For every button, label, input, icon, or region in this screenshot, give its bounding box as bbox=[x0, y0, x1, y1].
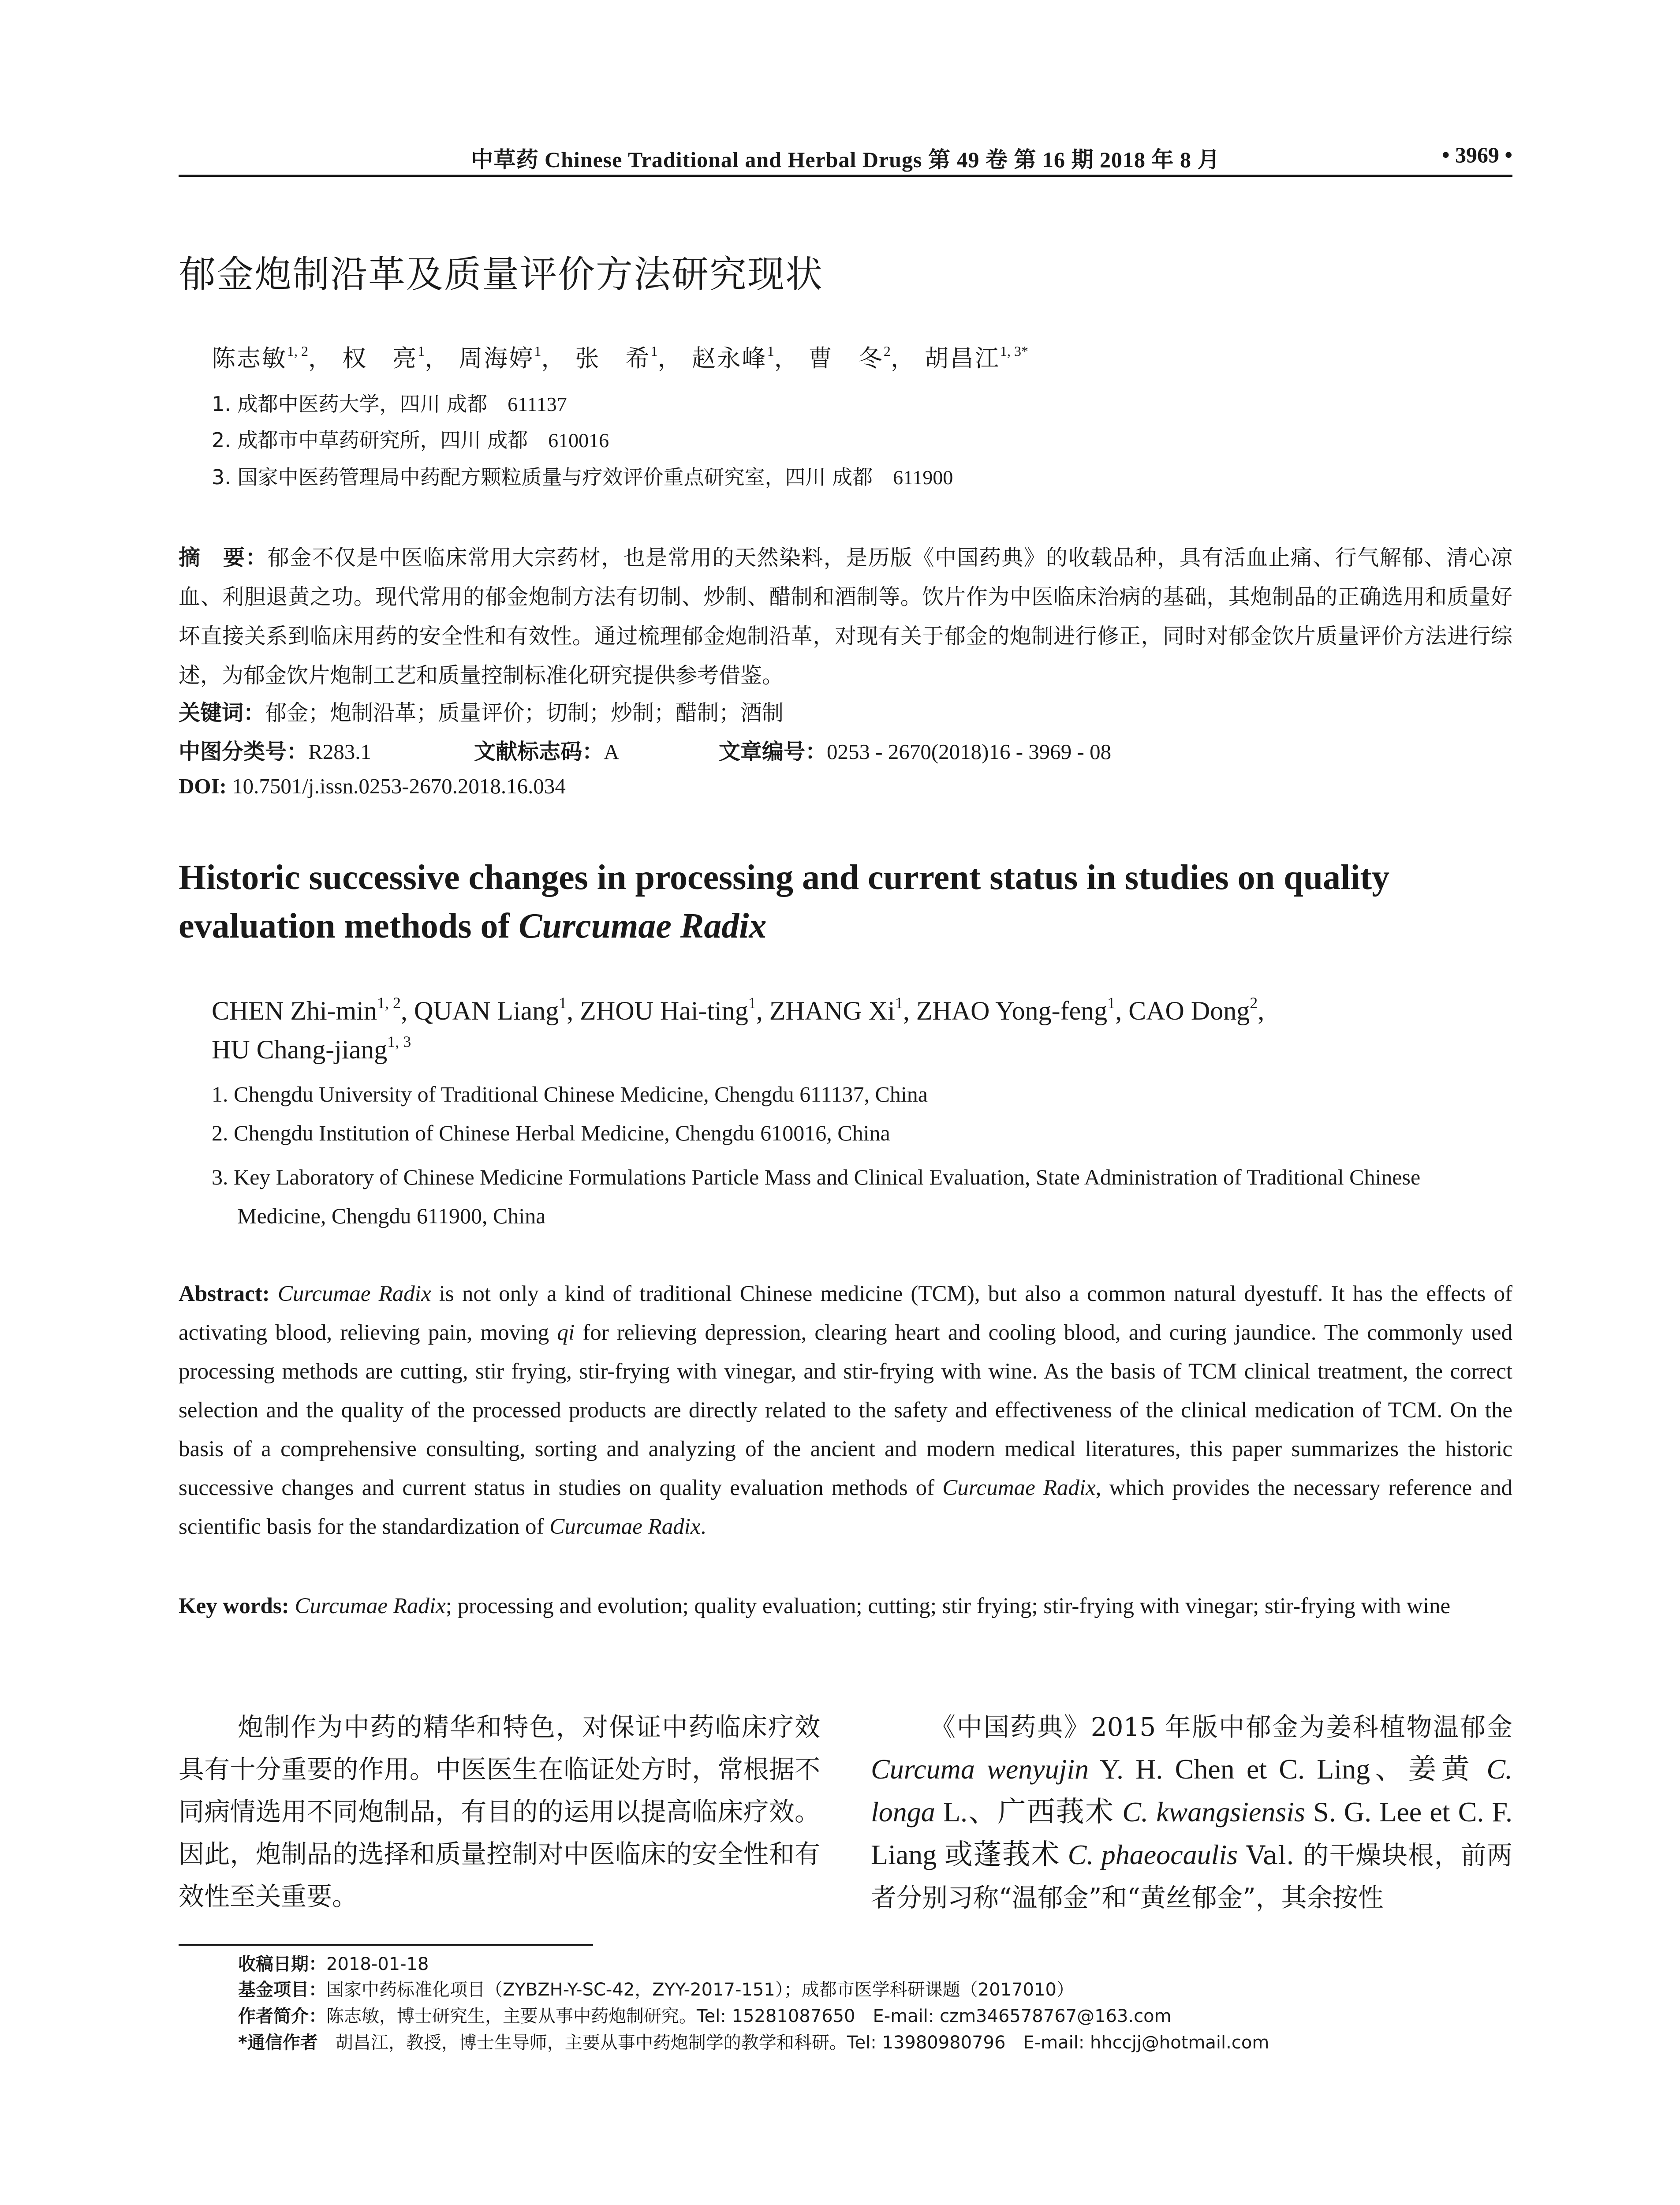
cn-author: 陈志敏 bbox=[212, 344, 287, 372]
italic-term: qi bbox=[557, 1320, 575, 1345]
en-author: CHEN Zhi-min bbox=[212, 996, 377, 1025]
cn-author-list: 陈志敏$^{1, 2}$， 权 亮$^1$， 周海婷$^1$， 张 希$^1$， 赵永峰$^1$， 曹 冬$^2$， 胡昌江$^{1, 3*}$ bbox=[212, 343, 1029, 372]
body-text: S. G. Lee et C. F. Liang 或蓬莪术 bbox=[871, 1796, 1513, 1870]
en-affiliation: 2. Chengdu Institution of Chinese Herbal Medicine, Chengdu 610016, China bbox=[212, 1121, 890, 1145]
doc-code-value: A bbox=[604, 740, 620, 764]
en-title bbox=[179, 853, 1512, 950]
en-keywords bbox=[179, 1587, 1512, 1626]
cn-author-affil: 1 bbox=[418, 343, 425, 359]
en-keywords-label: Key words: bbox=[179, 1594, 289, 1618]
latin-name: Curcumae Radix bbox=[277, 1282, 431, 1306]
footnote-label: *通信作者 bbox=[238, 2033, 336, 2053]
doi-value: 10.7501/j.issn.0253-2670.2018.16.034 bbox=[232, 774, 566, 798]
body-text: Y. H. Chen et C. Ling、姜黄 bbox=[1089, 1753, 1487, 1785]
cn-author: 权 亮 bbox=[342, 344, 418, 372]
body-text: L.、广西莪术 bbox=[935, 1796, 1123, 1828]
footnote-text: 国家中药标准化项目（ZYBZH-Y-SC-42，ZYY-2017-151）；成都市医学科研课题（2017010） bbox=[326, 1980, 1074, 2000]
cn-keywords-text: 郁金；炮制沿革；质量评价；切制；炒制；醋制；酒制 bbox=[265, 700, 784, 725]
article-number bbox=[719, 735, 1111, 766]
en-author: ZHAO Yong-feng bbox=[916, 996, 1108, 1025]
doc-code bbox=[474, 735, 619, 766]
body-column-right bbox=[871, 1706, 1512, 1919]
cn-author: 张 希 bbox=[575, 344, 651, 372]
en-author: QUAN Liang bbox=[414, 996, 559, 1025]
abstract-text: for relieving depression, clearing heart and cooling blood, and curing jaundice. The commonly used processing methods are cutting, stir frying, stir-frying with vinegar, and stir-frying with wine. As the basis of TCM clinical treatment, the correct selection and the quality of the processed products are directly related to the safety and effectiveness of the clinical medication of TCM. On the basis of a comprehensive consulting, sorting and analyzing of the ancient and modern medical literatures, this paper summarizes the historic successive changes and current status in studies on quality evaluation methods of bbox=[179, 1320, 1512, 1500]
postal-code: 611137 bbox=[508, 393, 567, 415]
cn-affiliation-text: 2. 成都市中草药研究所，四川 成都 bbox=[212, 428, 528, 452]
postal-code: 611900 bbox=[893, 466, 953, 489]
cn-author-affil: 1 bbox=[534, 343, 541, 359]
cn-author: 周海婷 bbox=[459, 344, 534, 372]
en-author: ZHANG Xi bbox=[769, 996, 895, 1025]
en-author-affil: 1 bbox=[1107, 994, 1116, 1012]
cn-author: 赵永峰 bbox=[691, 344, 767, 372]
footnote-text: 2018-01-18 bbox=[326, 1954, 429, 1974]
body-text: 《中国药典》2015 年版中郁金为姜科植物温郁金 bbox=[930, 1712, 1512, 1742]
en-author: HU Chang-jiang bbox=[212, 1035, 388, 1064]
cn-affiliation bbox=[212, 461, 953, 490]
footnote-text: 胡昌江，教授，博士生导师，主要从事中药炮制学的教学和科研。Tel: 13980980796 E-mail: hhccjj@hotmail.com bbox=[335, 2033, 1269, 2053]
footnote-label: 作者简介： bbox=[238, 2006, 326, 2026]
en-author-affil: 1, 3 bbox=[387, 1033, 411, 1050]
en-author-list: CHEN Zhi-$\min^{1, 2}$, QUAN Liang$^1$, ZHOU Hai-ting$^1$, ZHANG Xi$^1$, ZHAO Yong-feng$^1$, CAO Dong$^2$, HU Chang-jiang$^{1, 3}$ bbox=[212, 994, 1265, 1064]
latin-name: Curcumae Radix bbox=[549, 1514, 701, 1539]
cn-author: 胡昌江 bbox=[925, 344, 1001, 372]
abstract-text: is not only a kind of traditional Chinese medicine (TCM), but also a common natural dyestuff. It has the effects of activating blood, relieving pain, moving bbox=[179, 1282, 1512, 1345]
cn-affiliation-text: 3. 国家中医药管理局中药配方颗粒质量与疗效评价重点研究室，四川 成都 bbox=[212, 465, 873, 489]
en-affiliation: 3. Key Laboratory of Chinese Medicine Formulations Particle Mass and Clinical Evaluation, State Administration of Traditional Chinese Medicine, Chengdu 611900, China bbox=[212, 1165, 1421, 1228]
article-number-label: 文章编号： bbox=[719, 739, 827, 764]
cn-author-affil: 1 bbox=[767, 343, 774, 359]
cn-author-affil: 2 bbox=[883, 343, 891, 359]
cn-classification bbox=[179, 735, 1512, 770]
latin-name: Curcumae Radix bbox=[942, 1476, 1096, 1500]
en-author: CAO Dong bbox=[1128, 996, 1250, 1025]
cn-affiliation-text: 1. 成都中医药大学，四川 成都 bbox=[212, 392, 488, 416]
footnote-rule bbox=[179, 1944, 593, 1946]
abstract-text: , which provides the necessary reference and scientific basis for the standardization of bbox=[179, 1476, 1512, 1539]
latin-name: Curcumae Radix bbox=[295, 1594, 446, 1618]
cn-author-affil: 1, 2 bbox=[287, 343, 308, 359]
postal-code: 610016 bbox=[548, 429, 609, 452]
en-keywords-text: ; processing and evolution; quality evaluation; cutting; stir frying; stir-frying with vinegar; stir-frying with wine bbox=[445, 1594, 1451, 1618]
cn-title: 郁金炮制沿革及质量评价方法研究现状 bbox=[179, 253, 824, 296]
clc-value: R283.1 bbox=[308, 740, 371, 764]
clc-number bbox=[179, 735, 371, 766]
footnote-author-bio bbox=[238, 2002, 1172, 2027]
en-author-affil: 2 bbox=[1250, 994, 1258, 1012]
footnote-label: 收稿日期： bbox=[238, 1954, 326, 1974]
footnote-corresponding-author bbox=[238, 2029, 1269, 2054]
body-column-left bbox=[179, 1706, 820, 1917]
footnote-label: 基金项目： bbox=[238, 1980, 326, 2000]
latin-name: C. longa bbox=[871, 1753, 1513, 1828]
journal-citation: 中草药 Chinese Traditional and Herbal Drugs 第 49 卷 第 16 期 2018 年 8 月 bbox=[471, 147, 1220, 172]
footnote-text: 陈志敏，博士研究生，主要从事中药炮制研究。Tel: 15281087650 E-mail: czm346578767@163.com bbox=[326, 2006, 1172, 2026]
en-affiliation: 1. Chengdu University of Traditional Chinese Medicine, Chengdu 611137, China bbox=[212, 1082, 928, 1106]
cn-abstract bbox=[179, 538, 1512, 695]
footnote-received bbox=[238, 1950, 429, 1975]
abstract-text: . bbox=[700, 1514, 706, 1539]
doi bbox=[179, 774, 566, 799]
doc-code-label: 文献标志码： bbox=[474, 739, 604, 764]
cn-abstract-label: 摘 要： bbox=[179, 545, 268, 570]
cn-abstract-text: 郁金不仅是中医临床常用大宗药材，也是常用的天然染料，是历版《中国药典》的收载品种，具有活血止痛、行气解郁、清心凉血、利胆退黄之功。现代常用的郁金炮制方法有切制、炒制、醋制和酒制等。饮片作为中医临床治病的基础，其炮制品的正确选用和质量好坏直接关系到临床用药的安全性和有效性。通过梳理郁金炮制沿革，对现有关于郁金的炮制进行修正，同时对郁金饮片质量评价方法进行综述，为郁金饮片炮制工艺和质量控制标准化研究提供参考借鉴。 bbox=[179, 545, 1512, 688]
body-text: Val. 的干燥块根，前两者分别习称“温郁金”和“黄丝郁金”，其余按性 bbox=[871, 1840, 1512, 1913]
cn-author-affil: 1 bbox=[650, 343, 658, 359]
cn-affiliation bbox=[212, 388, 567, 417]
running-header bbox=[179, 138, 1512, 178]
en-author-affil: 1 bbox=[559, 994, 567, 1012]
cn-affiliation bbox=[212, 424, 609, 453]
cn-keywords bbox=[179, 696, 784, 727]
en-author: ZHOU Hai-ting bbox=[580, 996, 748, 1025]
article-number-value: 0253 - 2670(2018)16 - 3969 - 08 bbox=[827, 740, 1112, 764]
en-abstract bbox=[179, 1274, 1512, 1546]
latin-name: C. phaeocaulis bbox=[1068, 1839, 1238, 1870]
body-paragraph: 炮制作为中药的精华和特色，对保证中药临床疗效具有十分重要的作用。中医医生在临证处方时，常根据不同病情选用不同炮制品，有目的的运用以提高临床疗效。因此，炮制品的选择和质量控制对中医临床的安全性和有效性至关重要。 bbox=[179, 1712, 820, 1911]
cn-keywords-label: 关键词： bbox=[179, 700, 265, 725]
latin-name: C. kwangsiensis bbox=[1122, 1796, 1305, 1828]
en-author-affil: 1 bbox=[895, 994, 903, 1012]
clc-label: 中图分类号： bbox=[179, 739, 309, 764]
en-title-text: Historic successive changes in processing and current status in studies on quality evaluation methods of bbox=[179, 858, 1390, 946]
en-author-affil: 1, 2 bbox=[377, 994, 401, 1012]
en-author-affil: 1 bbox=[748, 994, 756, 1012]
en-title-latin: Curcumae Radix bbox=[519, 907, 767, 946]
latin-name: Curcuma wenyujin bbox=[871, 1753, 1089, 1785]
header-rule bbox=[179, 175, 1512, 177]
en-abstract-label: Abstract: bbox=[179, 1282, 270, 1306]
cn-author: 曹 冬 bbox=[808, 344, 884, 372]
page-number: • 3969 • bbox=[1441, 142, 1512, 167]
footnote-funding bbox=[238, 1976, 1074, 2001]
doi-label: DOI: bbox=[179, 774, 227, 798]
cn-author-affil: 1, 3* bbox=[1000, 343, 1029, 359]
